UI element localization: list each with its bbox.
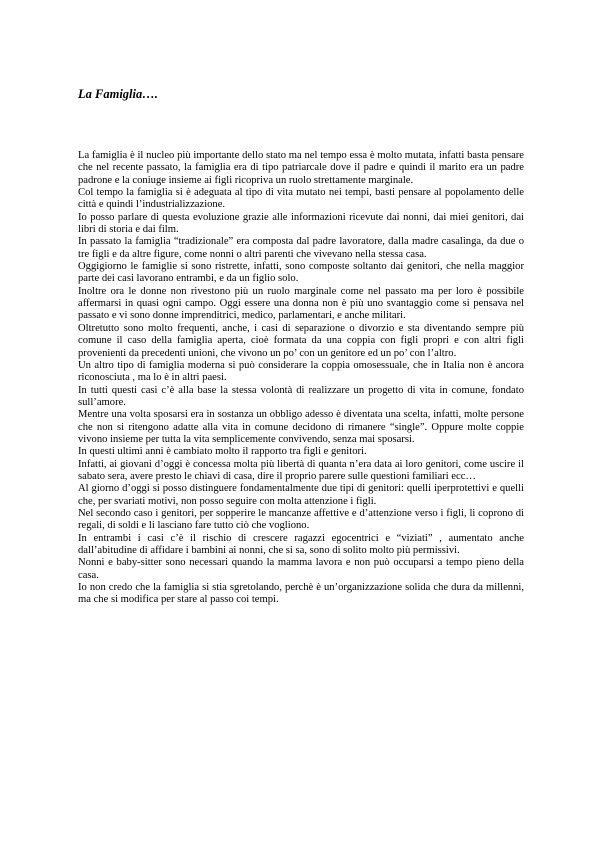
paragraph: Io posso parlare di questa evoluzione grazie alle informazioni ricevute dai nonni, dai miei genitori, dai libri di storia e dai film. [78, 211, 524, 236]
paragraph: Inoltre ora le donne non rivestono più un ruolo marginale come nel passato ma per loro è possibile affermarsi in quasi ogni campo. Oggi essere una donna non è più uno svantaggio come si pensava nel passato e vi sono donne imprenditrici, medico, parlamentari, e anche militari. [78, 285, 524, 322]
paragraph: Nonni e baby-sitter sono necessari quando la mamma lavora e non può occuparsi a tempo pieno della casa. [78, 557, 524, 581]
paragraph: Infatti, ai giovani d’oggi è concessa molta più libertà di quanta n’era data ai loro genitori, come uscire il sabato sera, avere presto le chiavi di casa, dire il proprio parere sulle questioni familiari ecc… [78, 458, 524, 482]
paragraph: In passato la famiglia “tradizionale” era composta dal padre lavoratore, dalla madre casalinga, da due o tre figli e da altre figure, come nonni o altri parenti che vivevano nella stessa casa. [78, 236, 524, 260]
paragraph: Un altro tipo di famiglia moderna si può considerare la coppia omosessuale, che in Italia non è ancora riconosciuta , ma lo è in altri paesi. [78, 359, 524, 384]
paragraph: Nel secondo caso i genitori, per sopperire le mancanze affettive e d’attenzione verso i figli, li coprono di regali, di soldi e li lasciano fare tutto ciò che vogliono. [78, 507, 524, 532]
paragraph: Oggigiorno le famiglie si sono ristrette, infatti, sono composte soltanto dai genitori, che nella maggior parte dei casi lavorano entrambi, e da un figlio solo. [78, 261, 524, 285]
paragraph: In tutti questi casi c’è alla base la stessa volontà di realizzare un progetto di vita in comune, fondato sull’amore. [78, 384, 524, 408]
paragraph: In questi ultimi anni è cambiato molto il rapporto tra figli e genitori. [78, 446, 367, 458]
paragraph: Io non credo che la famiglia si stia sgretolando, perchè è un’organizzazione solida che dura da millenni, ma che si modifica per stare al passo coi tempi. [78, 582, 524, 606]
document-body [78, 150, 524, 607]
paragraph: La famiglia è il nucleo più importante dello stato ma nel tempo essa è molto mutata, infatti basta pensare che nel recente passato, la famiglia era di tipo patriarcale dove il padre e quindi il marito era un padre padrone e la coniuge insieme ai figli ricopriva un ruolo strettamente marginale. [78, 150, 524, 186]
paragraph: In entrambi i casi c’è il rischio di crescere ragazzi egocentrici e “viziati” , aumentato anche dall’abitudine di affidare i bambini ai nonni, che si sa, sono di solito molto più permissivi. [78, 532, 524, 556]
paragraph: Oltretutto sono molto frequenti, anche, i casi di separazione o divorzio e sta diventando sempre più comune il caso della famiglia aperta, cioè formata da una coppia con figli propri e con altri figli provenienti da precedenti unioni, che vivono un po’ con un genitore ed un po’ con l’altro. [78, 322, 524, 359]
document-title: La Famiglia…. [78, 87, 158, 101]
paragraph: Mentre una volta sposarsi era in sostanza un obbligo adesso è diventata una scelta, infatti, molte persone che non si ritengono adatte alla vita in comune decidono di rimanere “single”. Oppure molte coppie vivono insieme per tutta la vita semplicemente convivendo, senza mai sposarsi. [78, 409, 524, 445]
paragraph: Al giorno d’oggi si posso distinguere fondamentalmente due tipi di genitori: quelli iperprotettivi e quelli che, per svariati motivi, non posso seguire con molta attenzione i figli. [78, 483, 524, 507]
paragraph: Col tempo la famiglia si è adeguata al tipo di vita mutato nei tempi, basti pensare al popolamento delle città e quindi l’industrializzazione. [78, 187, 524, 211]
